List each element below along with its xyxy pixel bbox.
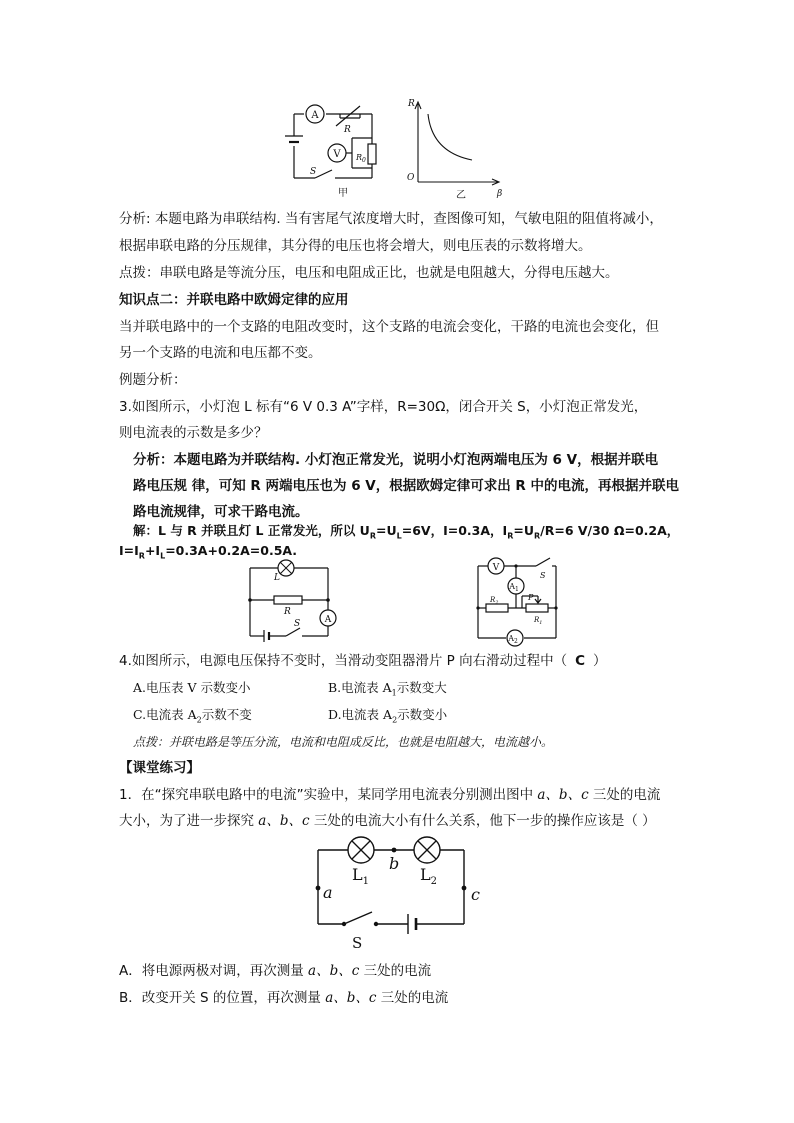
point-a-label: a (323, 883, 333, 902)
ammeter-label: A (324, 615, 332, 625)
practice-option-b: B．改变开关 S 的位置，再次测量 a、b、c 三处的电流 (119, 990, 449, 1006)
q3-line-2: 则电流表的示数是多少？ (119, 425, 268, 441)
tip-line: 点拨：串联电路是等流分压，电压和电阻成正比，也就是电阻越大，分得电压越大。 (119, 265, 619, 281)
slider-p-label: P (528, 593, 534, 602)
point-c-label: c (471, 885, 480, 904)
q4-stem: 4.如图所示，电源电压保持不变时，当滑动变阻器滑片 P 向右滑动过程中（ C ） (119, 653, 607, 669)
point-b-label: b (389, 854, 400, 873)
analysis-line-1: 分析: 本题电路为串联结构. 当有害尾气浓度增大时，查图像可知，气敏电阻的阻值将减小， (119, 211, 663, 227)
ammeter-a2-label: $A_2$ (508, 634, 518, 645)
lamp-label: L (274, 573, 280, 583)
q4-tip: 点拨：并联电路是等压分流，电流和电阻成反比，也就是电阻越大，电流越小。 (133, 735, 554, 749)
voltmeter-label: V (333, 149, 341, 160)
switch-label: S (540, 571, 546, 580)
ammeter-icon (320, 610, 336, 626)
knowledge-point-2-title: 知识点二：并联电路中欧姆定律的应用 (119, 292, 349, 308)
lamp-icon (278, 560, 294, 576)
figure-practice-circuit (310, 836, 490, 954)
lamp-l2-label: $L_2$ (420, 865, 437, 887)
graph-y-axis-label: R (408, 99, 415, 109)
q4-option-d: D.电流表 $A_2$示数变小 (328, 707, 448, 725)
figure-yi-graph (402, 96, 512, 200)
resistor-r-label: R (344, 125, 351, 135)
q3-analysis-line-3: 路电流规律，可求干路电流。 (133, 504, 309, 520)
analysis-line-2: 根据串联电路的分压规律，其分得的电压也将会增大，则电压表的示数将增大。 (119, 238, 592, 254)
q4-answer: C (575, 653, 586, 669)
graph-origin-label: O (407, 173, 415, 183)
voltmeter-icon (488, 558, 504, 574)
switch-s-label: S (352, 934, 363, 952)
ammeter-a1-icon (508, 578, 524, 594)
lamp-l1-label: $L_1$ (352, 865, 369, 887)
switch-label: S (310, 167, 317, 177)
kp2-line-2: 另一个支路的电流和电压都不变。 (119, 345, 322, 361)
ammeter-label: A (311, 110, 319, 121)
ammeter-a1-label: $A_1$ (509, 582, 519, 593)
q3-solution-line-1: 解：L 与 R 并联且灯 L 正常发光，所以 $U_R=U_L=6V$，I=0.3A，$I_R=U_R/R=6$ V/30 Ω=0.2A， (133, 523, 680, 541)
q4-option-a: A.电压表 V 示数变小 (133, 680, 251, 695)
practice-title: 【课堂练习】 (119, 760, 200, 776)
graph-x-axis-label: β (497, 189, 503, 199)
example-heading: 例题分析： (119, 372, 187, 388)
lamp-l1-icon (348, 837, 374, 863)
resistor-r1-label: $R_1$ (534, 616, 543, 626)
kp2-line-1: 当并联电路中的一个支路的电阻改变时，这个支路的电流会变化，干路的电流也会变化，但 (119, 319, 659, 335)
q3-analysis-line-1: 分析：本题电路为并联结构. 小灯泡正常发光，说明小灯泡两端电压为 6 V，根据并联电 (133, 452, 659, 468)
practice-q1-line-2: 大小，为了进一步探究 a、b、c 三处的电流大小有什么关系，他下一步的操作应该是（ ） (119, 813, 656, 829)
resistor-r0-label: $R_0$ (356, 153, 366, 164)
lamp-l2-icon (414, 837, 440, 863)
figure-jia-circuit (280, 98, 390, 198)
practice-option-a: A．将电源两极对调，再次测量 a、b、c 三处的电流 (119, 963, 432, 979)
q4-option-c: C.电流表 $A_2$示数不变 (133, 707, 252, 725)
figure-q4-circuit (478, 556, 568, 648)
q4-option-b: B.电流表 $A_1$示数变大 (328, 680, 447, 698)
switch-label: S (294, 619, 301, 629)
figure-q3-circuit (250, 560, 350, 642)
q3-solution-line-2: $I=I_R+I_L=0.3A+0.2A=0.5A$. (119, 543, 298, 561)
figure-yi-caption: 乙 (456, 190, 466, 201)
practice-q1-line-1: 1．在“探究串联电路中的电流”实验中，某同学用电流表分别测出图中 a、b、c 三处的电流 (119, 787, 661, 803)
ammeter-a2-icon (507, 630, 523, 646)
figure-jia-caption: 甲 (338, 188, 348, 199)
resistor-r2-label: $R_2$ (490, 596, 499, 606)
voltmeter-label: V (492, 563, 500, 573)
q3-analysis-line-2: 路电压规 律，可知 R 两端电压也为 6 V，根据欧姆定律可求出 R 中的电流，再根据并联电 (133, 478, 680, 494)
ammeter-icon (306, 105, 324, 123)
resistor-label: R (284, 607, 291, 617)
voltmeter-icon (328, 144, 346, 162)
q3-line-1: 3.如图所示，小灯泡 L 标有“6 V 0.3 A”字样，R=30Ω，闭合开关 S，小灯泡正常发光， (119, 399, 648, 415)
